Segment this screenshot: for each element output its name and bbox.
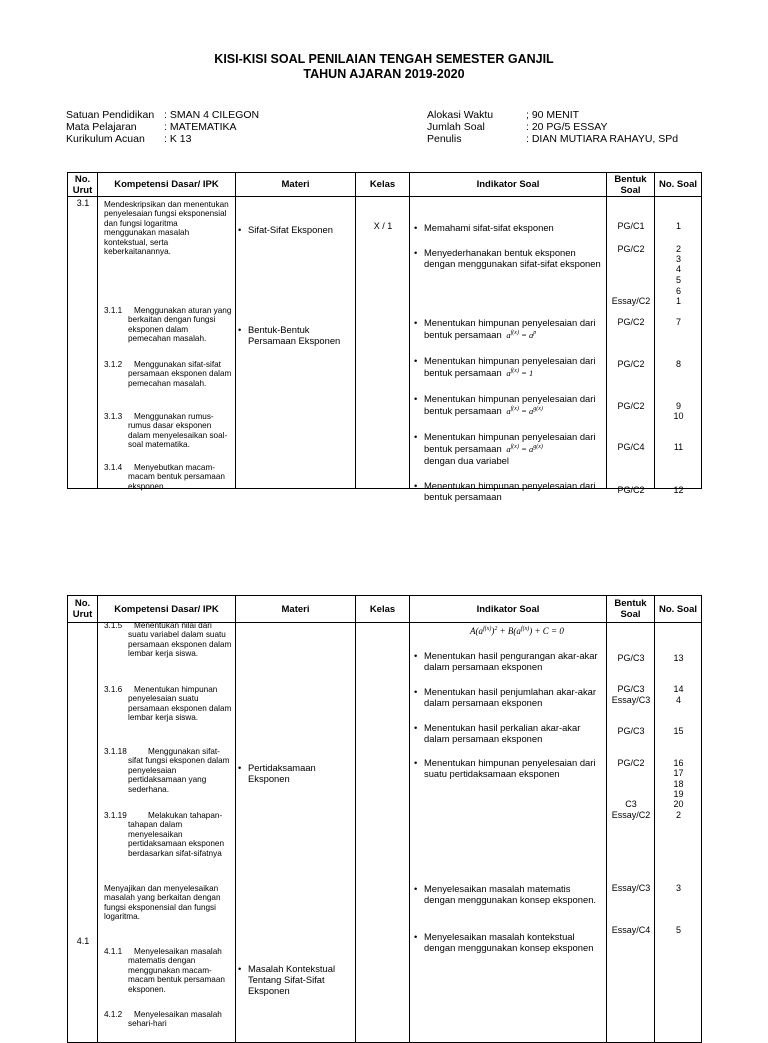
indikator-item [424,317,602,341]
meta-value: : SMAN 4 CILEGON [164,109,260,121]
indikator-cell [410,623,607,1043]
formula: $a^{f(x)} = a^{g(x)}$ [504,444,543,455]
meta-row [66,121,259,133]
bentuk-value: Essay/C4 [611,925,651,935]
kd-main: Menyajikan dan menyelesaikan masalah yang berkaitan dengan fungsi eksponensial dan fungsi logaritma. [104,884,221,922]
kd-text: Menyebutkan macam-macam bentuk persamaan eksponen. [128,463,225,491]
table-row [68,197,702,489]
meta-row [427,109,678,121]
kd-number: 3.1.6 [104,685,123,694]
header-bentuk: Bentuk Soal [607,173,655,197]
kd-cell [98,197,236,489]
no-soal-value: 7 [675,317,681,327]
no-soal-value: 17 [673,768,684,778]
indikator-item: • Menyederhanakan bentuk eksponen dengan menggunakan sifat-sifat eksponen [424,247,602,269]
table-row [68,623,702,1043]
bentuk-value: Essay/C3 [611,883,651,893]
bentuk-value: Essay/C2 [611,296,651,306]
meta-value: : 20 PG/5 ESSAY [526,121,608,133]
kisi-table-2 [67,595,702,1043]
kd-text: Menentukan himpunan penyelesaian suatu persamaan eksponen dalam lembar kerja siswa. [128,685,232,723]
header-no-urut: No. Urut [68,173,98,197]
no-soal-value: 2 [675,244,681,254]
bentuk-value: PG/C2 [617,359,645,369]
kelas-value: X / 1 [373,221,393,231]
indikator-item: • Menentukan hasil pengurangan akar-akar dalam persamaan eksponen [424,650,602,672]
meta-label: Penulis [427,133,462,145]
no-soal-value: 3 [675,254,681,264]
header-kelas: Kelas [356,173,410,197]
indikator-item: • Menentukan himpunan penyelesaian dari bentuk persamaan [424,480,602,502]
meta-value: ; 90 MENIT [526,109,580,121]
bentuk-cell [607,623,655,1043]
meta-right [427,109,678,145]
no-soal-value: 2 [675,810,681,820]
no-soal-value: 15 [673,726,684,736]
no-urut: 3.1 [76,198,90,208]
bentuk-value: PG/C4 [617,442,645,452]
table-header-row [68,596,702,623]
meta-left [66,109,259,145]
document-title: KISI-KISI SOAL PENILAIAN TENGAH SEMESTER GANJIL [214,52,554,66]
no-soal-value: 3 [675,883,681,893]
no-soal-value: 5 [675,925,681,935]
no-soal-value: 12 [673,485,684,495]
meta-label: Alokasi Waktu [427,109,494,121]
bentuk-value: PG/C3 [617,653,645,663]
bentuk-value: PG/C3 [617,684,645,694]
indikator-text: Menentukan himpunan penyelesaian dari bentuk persamaan [424,355,596,379]
no-soal-value: 16 [673,758,684,768]
no-urut-cell [68,197,98,489]
meta-label: Kurikulum Acuan [66,133,145,145]
bentuk-value: PG/C2 [617,317,645,327]
indikator-cell [410,197,607,503]
bentuk-value: C3 [625,799,637,809]
no-soal-value: 10 [673,411,684,421]
kd-text: Menggunakan sifat-sifat fungsi eksponen dalam penyelesaian pertidaksamaan yang sederhana. [128,747,230,794]
indikator-item: • Menentukan himpunan penyelesaian dari suatu pertidaksamaan eksponen [424,757,602,779]
kd-text: Menyelesaikan masalah matematis dengan menggunakan macam-macam bentuk persamaan eksponen. [128,947,225,994]
kd-number: 3.1.3 [104,412,123,421]
kd-number: 3.1.1 [104,306,123,315]
meta-row [66,109,259,121]
no-urut-cell [68,623,98,1043]
bentuk-value: PG/C3 [617,726,645,736]
formula: $a^{f(x)} = a^{g(x)}$ [504,406,543,417]
header-kd: Kompetensi Dasar/ IPK [98,596,236,623]
document-subtitle: TAHUN AJARAN 2019-2020 [303,67,465,81]
bentuk-value: PG/C2 [617,485,645,495]
kd-text: Menggunakan sifat-sifat persamaan eksponen dalam pemecahan masalah. [128,360,232,388]
kd-main: Mendeskripsikan dan menentukan penyelesaian fungsi eksponensial dan fungsi logaritma menggunakan masalah kontekstual, serta keberkaitanannya. [104,200,229,257]
header-kelas: Kelas [356,596,410,623]
meta-value: : DIAN MUTIARA RAHAYU, SPd [526,133,679,145]
no-soal-value: 20 [673,799,684,809]
no-soal-value: 1 [675,296,681,306]
meta-label: Jumlah Soal [427,121,485,133]
bentuk-value: PG/C2 [617,758,645,768]
indikator-item [424,393,602,417]
kd-text: Menggunakan aturan yang berkaitan dengan fungsi eksponen dalam pemecahan masalah. [128,306,232,344]
kd-number: 4.1.2 [104,1010,123,1019]
no-soal-value: 13 [673,653,684,663]
no-soal-value: 8 [675,359,681,369]
table-header-row [68,173,702,197]
meta-row [66,133,259,145]
meta-row [427,133,678,145]
formula: $a^{f(x)} = a^p$ [504,330,537,341]
no-soal-value: 1 [675,221,681,231]
kd-text: Melakukan tahapan-tahapan dalam menyelesaikan pertidaksamaan eksponen berdasarkan sifat-sifatnya [128,811,225,858]
kd-number: 3.1.5 [104,621,123,630]
no-soal-value: 5 [675,275,681,285]
kd-text: Menentukan nilai dari suatu variabel dalam suatu persamaan eksponen dalam lembar kerja siswa. [128,621,232,659]
indikator-item: • Menentukan hasil perkalian akar-akar dalam persamaan eksponen [424,722,602,744]
materi-item: • Sifat-Sifat Eksponen [248,224,352,235]
kisi-table-1 [67,172,702,503]
kd-number: 3.1.18 [104,747,127,756]
bentuk-value: PG/C1 [617,221,645,231]
no-soal-value: 18 [673,779,684,789]
meta-value: : MATEMATIKA [164,121,237,133]
indikator-item [424,431,602,466]
header-kd: Kompetensi Dasar/ IPK [98,173,236,197]
no-urut: 4.1 [76,936,90,946]
meta-label: Mata Pelajaran [66,121,137,133]
bentuk-value: PG/C2 [617,244,645,254]
no-soal-value: 14 [673,684,684,694]
bentuk-value: Essay/C3 [611,695,651,705]
kd-number: 4.1.1 [104,947,123,956]
header-no-soal: No. Soal [655,596,702,623]
materi-cell [236,623,356,1043]
kelas-cell [356,623,410,1043]
no-soal-value: 4 [675,264,681,274]
no-soal-cell [655,623,702,1043]
meta-row [427,121,678,133]
indikator-text: Menentukan himpunan penyelesaian dari bentuk persamaan [424,431,596,455]
top-formula: $A(a^{f(x)})^2 + B(a^{f(x)}) + C = 0$ [470,626,564,636]
bentuk-value: Essay/C2 [611,810,651,820]
materi-cell [236,197,356,489]
no-soal-value: 11 [673,442,684,452]
header-indikator: Indikator Soal [410,596,607,623]
formula: $a^{f(x)} = 1$ [504,368,534,379]
no-soal-cell [655,197,702,495]
header-materi: Materi [236,173,356,197]
materi-item: • Pertidaksamaan Eksponen [248,762,352,784]
materi-item: • Masalah Kontekstual Tentang Sifat-Sifat Eksponen [248,963,352,997]
bentuk-cell [607,197,655,495]
meta-value: : K 13 [164,133,192,145]
no-soal-value: 9 [675,401,681,411]
indikator-item: • Memahami sifat-sifat eksponen [424,222,602,233]
kd-number: 3.1.4 [104,463,123,472]
kd-number: 3.1.19 [104,811,127,820]
materi-item: • Bentuk-Bentuk Persamaan Eksponen [248,324,352,346]
indikator-item: • Menyelesaikan masalah matematis dengan menggunakan konsep eksponen. [424,883,602,905]
no-soal-value: 6 [675,286,681,296]
kd-text: Menyelesaikan masalah sehari-hari [128,1010,222,1029]
indikator-extra: dengan dua variabel [424,455,509,467]
bentuk-value: PG/C2 [617,401,645,411]
indikator-text: Menentukan himpunan penyelesaian dari bentuk persamaan [424,393,596,417]
meta-label: Satuan Pendidikan [66,109,155,121]
header-materi: Materi [236,596,356,623]
indikator-item: • Menentukan hasil penjumlahan akar-akar dalam persamaan eksponen [424,686,602,708]
kd-text: Menggunakan rumus-rumus dasar eksponen dalam menyelesaikan soal-soal matematika. [128,412,228,450]
header-no-urut: No. Urut [68,596,98,623]
kd-cell [98,623,236,1043]
indikator-item: • Menyelesaikan masalah kontekstual dengan menggunakan konsep eksponen [424,931,602,953]
header-no-soal: No. Soal [655,173,702,197]
no-soal-value: 4 [675,695,681,705]
indikator-item [424,355,602,379]
indikator-text: Menentukan himpunan penyelesaian dari bentuk persamaan [424,317,596,341]
header-bentuk: Bentuk Soal [607,596,655,623]
kelas-cell [356,197,410,489]
no-soal-value: 19 [673,789,684,799]
kd-number: 3.1.2 [104,360,123,369]
header-indikator: Indikator Soal [410,173,607,197]
